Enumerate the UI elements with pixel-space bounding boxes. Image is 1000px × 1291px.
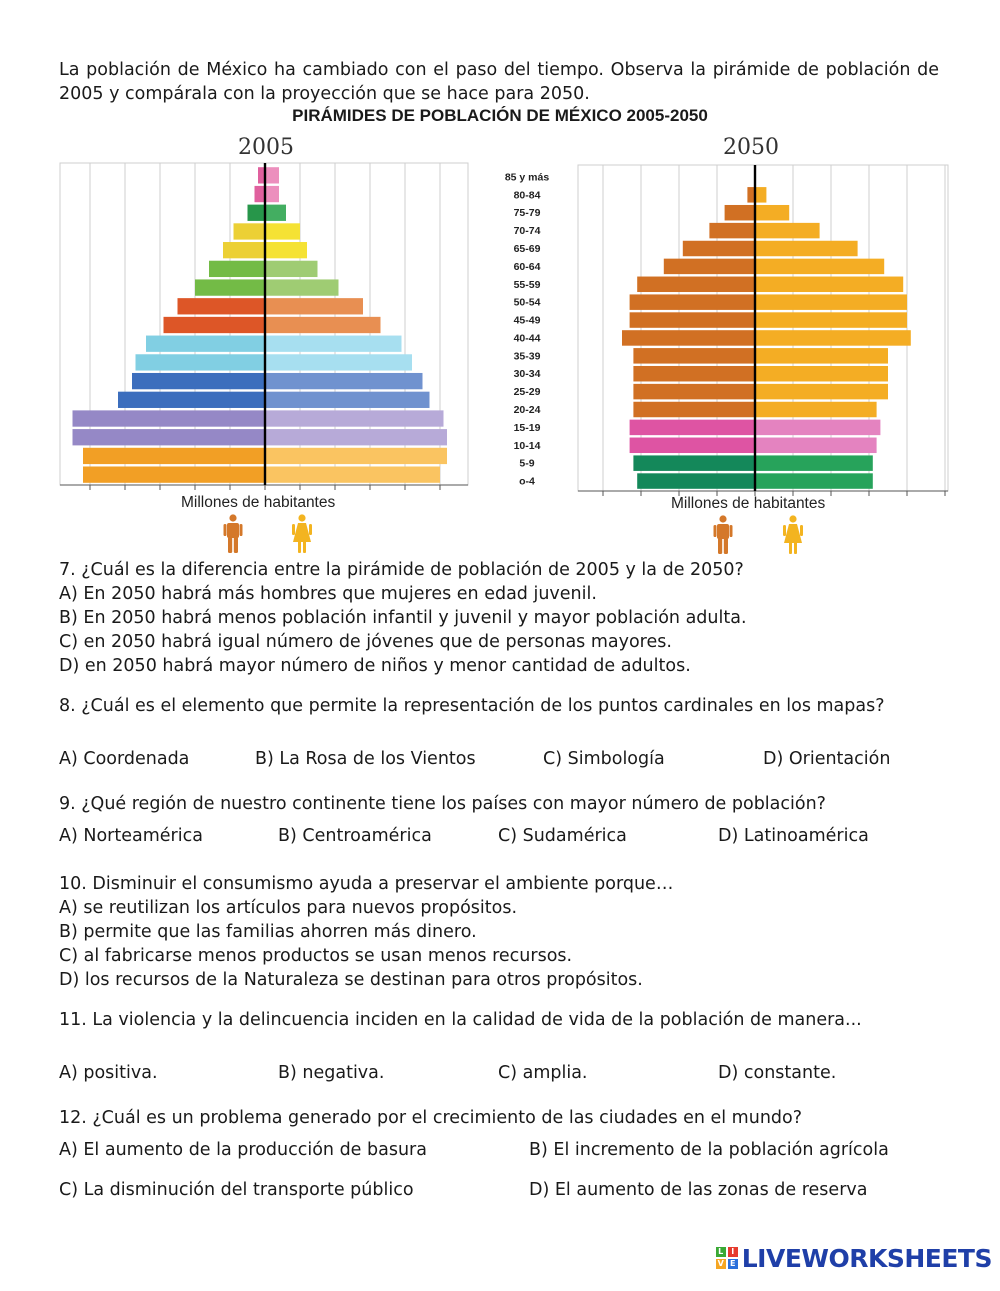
option-8d[interactable]: D) Orientación [763,749,891,769]
option-9b[interactable]: B) Centroamérica [278,826,432,846]
bar-male-12 [223,242,265,258]
option-7d[interactable]: D) en 2050 habrá mayor número de niños y menor cantidad de adultos. [59,656,691,676]
bar-female-12 [265,242,307,258]
bar-female-12 [755,259,884,274]
bar-female-13 [265,223,300,239]
man-icon [222,514,244,554]
bar-male-0 [637,473,755,488]
bar-male-6 [633,366,755,381]
option-11a[interactable]: A) positiva. [59,1063,158,1083]
bar-female-4 [755,402,877,417]
bar-female-5 [755,384,888,399]
age-label: 80-84 [513,189,541,202]
bar-female-16 [265,167,279,183]
bar-male-8 [622,330,755,345]
bar-female-15 [265,186,279,202]
question-7-options [59,582,959,678]
bar-female-15 [755,205,789,220]
bar-male-8 [164,317,266,333]
bar-male-11 [209,261,265,277]
option-12d[interactable]: D) El aumento de las zonas de reserva [529,1180,868,1200]
bar-female-10 [755,294,907,309]
bar-male-3 [630,420,755,435]
bar-female-7 [265,336,402,352]
bar-female-1 [755,455,873,470]
age-label: 70-74 [513,225,541,238]
bar-male-14 [709,223,755,238]
pyramid-2050-xlabel: Millones de habitantes [671,495,826,512]
bar-female-11 [755,277,903,292]
bar-male-2 [630,438,755,453]
bar-female-9 [265,298,363,314]
age-label: 35-39 [513,350,541,363]
bar-female-3 [755,420,880,435]
question-8: 8. ¿Cuál es el elemento que permite la representación de los puntos cardinales en los mapas? [59,696,885,716]
option-10c[interactable]: C) al fabricarse menos productos se usan menos recursos. [59,946,573,966]
age-label: 20-24 [513,404,541,416]
bar-male-9 [630,312,755,327]
bar-female-4 [265,392,430,408]
option-11d[interactable]: D) constante. [718,1063,837,1083]
bar-male-1 [83,448,265,464]
option-11b[interactable]: B) negativa. [278,1063,385,1083]
question-12: 12. ¿Cuál es un problema generado por el crecimiento de las ciudades en el mundo? [59,1108,803,1128]
bar-female-14 [265,205,286,221]
bar-male-5 [633,384,755,399]
bar-female-0 [265,466,440,482]
bar-male-15 [725,205,755,220]
age-label: 5-9 [519,457,535,470]
bar-male-10 [195,279,265,295]
bar-female-14 [755,223,820,238]
man-icon [712,515,734,555]
bar-male-15 [255,186,266,202]
option-7a[interactable]: A) En 2050 habrá más hombres que mujeres en edad juvenil. [59,584,597,604]
bar-female-0 [755,473,873,488]
option-11c[interactable]: C) amplia. [498,1063,588,1083]
age-label: o-4 [519,475,535,488]
bar-male-11 [637,277,755,292]
bar-female-11 [265,261,318,277]
option-10a[interactable]: A) se reutilizan los artículos para nuevos propósitos. [59,898,518,918]
pyramid-2005-title: 2005 [238,135,294,160]
bar-male-5 [132,373,265,389]
option-9d[interactable]: D) Latinoamérica [718,826,869,846]
pyramid-2050-chart [490,162,952,492]
age-label: 50-54 [513,296,541,309]
bar-male-7 [146,336,265,352]
age-label: 55-59 [513,278,541,291]
bar-female-3 [265,410,444,426]
bar-male-6 [136,354,266,370]
pyramid-2005-xlabel: Millones de habitantes [181,494,336,511]
bar-female-2 [265,429,447,445]
figure-title: PIRÁMIDES DE POBLACIÓN DE MÉXICO 2005-2050 [292,106,708,125]
woman-icon [782,515,804,555]
option-12a[interactable]: A) El aumento de la producción de basura [59,1140,427,1160]
bar-male-12 [664,259,755,274]
age-label: 85 y más [504,171,550,184]
age-label: 25-29 [513,386,541,399]
age-label: 15-19 [513,421,541,434]
bar-male-14 [248,205,266,221]
option-8a[interactable]: A) Coordenada [59,749,190,769]
bar-male-10 [630,294,755,309]
age-label: 65-69 [513,243,541,255]
option-9c[interactable]: C) Sudamérica [498,826,627,846]
age-label: 30-34 [513,368,541,381]
question-10: 10. Disminuir el consumismo ayuda a preservar el ambiente porque… [59,874,674,894]
bar-male-2 [73,429,266,445]
option-9a[interactable]: A) Norteamérica [59,826,203,846]
bar-female-6 [755,366,888,381]
option-10d[interactable]: D) los recursos de la Naturaleza se destinan para otros propósitos. [59,970,643,990]
bar-female-8 [755,330,911,345]
age-label: 40-44 [513,332,541,345]
bar-male-9 [178,298,266,314]
age-label: 45-49 [513,314,541,327]
question-9: 9. ¿Qué región de nuestro continente tiene los países con mayor número de población? [59,794,826,814]
option-8c[interactable]: C) Simbología [543,749,665,769]
question-11: 11. La violencia y la delincuencia inciden en la calidad de vida de la población de manera... [59,1010,862,1030]
bar-male-4 [633,402,755,417]
bar-female-1 [265,448,447,464]
bar-male-1 [633,455,755,470]
age-label: 75-79 [513,207,541,220]
option-8b[interactable]: B) La Rosa de los Vientos [255,749,476,769]
bar-female-8 [265,317,381,333]
intro-text: La población de México ha cambiado con el paso del tiempo. Observa la pirámide de población de 2005 y compárala con la proyección que se hace para 2050. [59,60,939,104]
question-7: 7. ¿Cuál es la diferencia entre la pirámide de población de 2005 y la de 2050? [59,560,744,580]
bar-female-5 [265,373,423,389]
option-7c[interactable]: C) en 2050 habrá igual número de jóvenes que de personas mayores. [59,632,672,652]
option-7b[interactable]: B) En 2050 habrá menos población infantil y juvenil y mayor población adulta. [59,608,747,628]
age-label: 60-64 [513,260,541,273]
bar-male-0 [83,466,265,482]
pyramid-2005-chart [58,162,470,492]
option-12b[interactable]: B) El incremento de la población agrícola [529,1140,889,1160]
woman-icon [291,514,313,554]
bar-male-3 [73,410,266,426]
liveworksheets-brand [716,1243,992,1273]
bar-female-13 [755,241,858,256]
bar-male-13 [683,241,755,256]
bar-female-2 [755,438,877,453]
bar-male-7 [633,348,755,363]
question-10-options [59,896,959,992]
bar-female-10 [265,279,339,295]
bar-female-9 [755,312,907,327]
option-10b[interactable]: B) permite que las familias ahorren más dinero. [59,922,477,942]
bar-female-7 [755,348,888,363]
pyramid-2050-title: 2050 [723,135,779,160]
liveworksheets-logo-icon: L I V E [716,1247,738,1269]
bar-male-4 [118,392,265,408]
bar-female-16 [755,187,766,202]
bar-male-13 [234,223,266,239]
age-label: 10-14 [513,439,541,452]
liveworksheets-wordmark: LIVEWORKSHEETS [741,1243,992,1273]
option-12c[interactable]: C) La disminución del transporte público [59,1180,414,1200]
bar-female-6 [265,354,412,370]
